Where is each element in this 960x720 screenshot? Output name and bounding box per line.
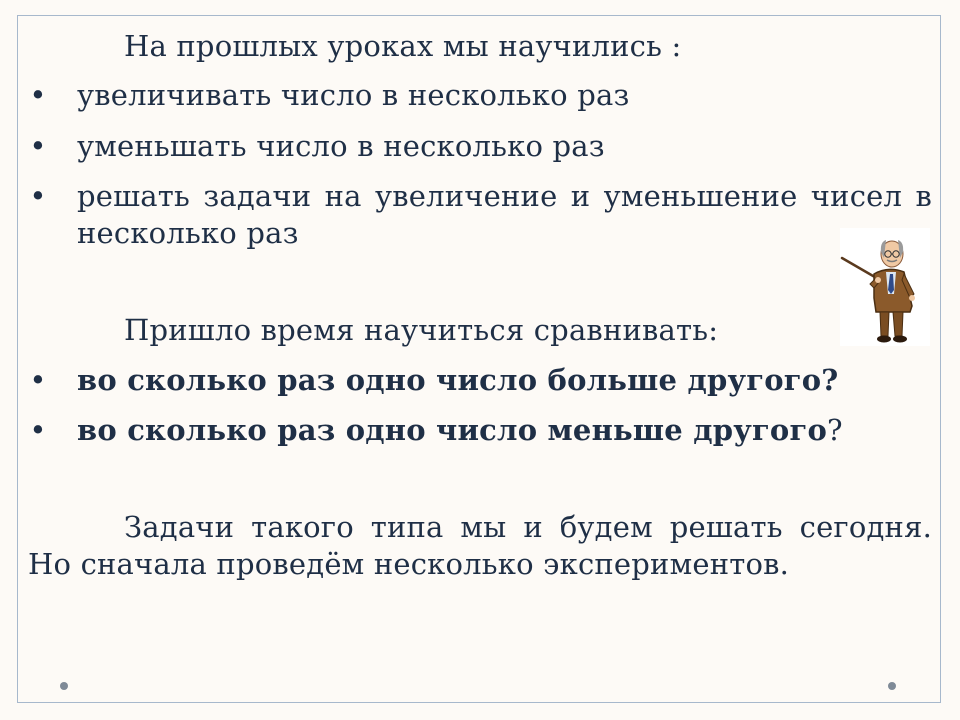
slide-text [28, 28, 932, 583]
bullet: • [29, 413, 47, 447]
compare-item [28, 362, 932, 399]
time-line: Пришло время научиться сравнивать: [124, 313, 719, 347]
bullet: • [29, 78, 47, 112]
decorative-dot-left [60, 682, 68, 690]
bullet: • [29, 363, 47, 397]
learned-list [28, 77, 932, 252]
learned-item-text: уменьшать число в несколько раз [77, 129, 605, 163]
compare-list [28, 362, 932, 449]
closing-paragraph: Задачи такого типа мы и будем решать сегодня. Но сначала проведём несколько экспериментов. [28, 510, 932, 581]
learned-item-text: решать задачи на увеличение и уменьшение чисел в несколько раз [77, 179, 932, 250]
compare-item-text: во сколько раз одно число меньше другого [77, 413, 827, 447]
learned-item [28, 178, 932, 252]
learned-item [28, 128, 932, 165]
bullet: • [29, 129, 47, 163]
bullet: • [29, 179, 47, 213]
compare-item-tail: ? [827, 413, 843, 447]
learned-item-text: увеличивать число в несколько раз [77, 78, 630, 112]
learned-item [28, 77, 932, 114]
compare-item-text: во сколько раз одно число больше другого? [77, 363, 839, 397]
compare-item [28, 412, 932, 449]
decorative-dot-right [888, 682, 896, 690]
intro-line: На прошлых уроках мы научились : [124, 29, 682, 63]
teacher-with-pointer-icon [840, 228, 930, 346]
